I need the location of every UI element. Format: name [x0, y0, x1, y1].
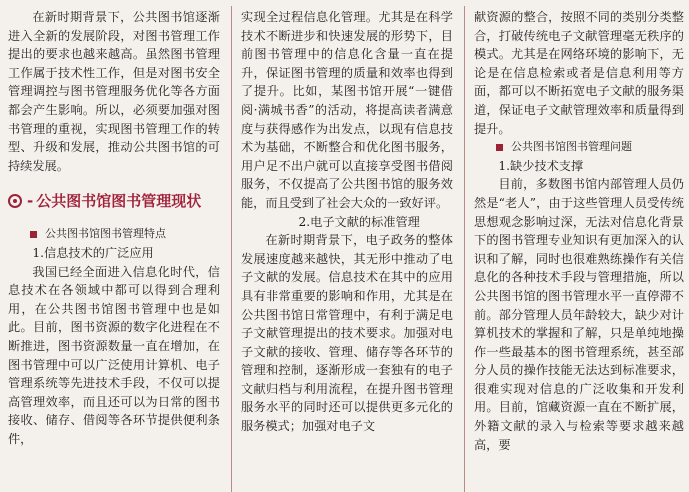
column-3 [474, 8, 684, 492]
subsection-title: 公共图书馆图书管理问题 [511, 140, 632, 154]
square-bullet-icon [30, 231, 37, 238]
item-heading: 2.电子文献的标准管理 [298, 214, 420, 229]
body-paragraph: 目前，多数图书馆内部管理人员仍然是“老人”，由于这些管理人员受传统思想观念影响过深，无法对信息化背景下的图书管理专业知识有更加深入的认识和了解，同时也很难熟练操作有关信息化的各种技术手段与管理措施，所以公共图书馆的图书管理水平一直停滞不前。部分管理人员年龄较大，缺少对计算机技术的掌握和了解，只是单纯地操作一些最基本的图书管理系统，甚至部分人员的操作技能无法达到标准要求，很难实现对信息的广泛收集和开发利用。目前，馆藏资源一直在不断扩展，外籍文献的录入与检索等要求越来越高，要 [474, 177, 684, 452]
body-paragraph: 我国已经全面进入信息化时代，信息技术在各领域中都可以得到合理利用，在公共图书馆图书管理中也是如此。目前，图书资源的数字化进程在不断推进，图书资源数量一直在增加，在图书管理中可以广泛使用计算机、电子管理系统等先进技术手段，不仅可以提高管理效率，而且还可以为日常的图书接收、储存、借阅等各环节提供便利条件， [8, 264, 220, 446]
subsection-heading [474, 138, 684, 157]
section-title: 公共图书馆图书管理现状 [36, 192, 202, 211]
body-paragraph: 实现全过程信息化管理。尤其是在科学技术不断进步和快速发展的形势下，目前图书管理中的信息化含量一直在提升，保证图书管理的质量和效率也得到了提升。比如，某图书馆开展“一键借阅·满城书香”的活动，将提高读者满意度与获得感作为出发点，以现有信息技术为基础，不断整合和优化图书服务，用户足不出户就可以直接享受图书借阅服务，不仅提高了公共图书馆的服务效能，而且受到了社会大众的一致好评。 [241, 10, 453, 210]
target-circle-icon [8, 194, 22, 208]
intro-paragraph: 在新时期背景下，公共图书馆逐渐进入全新的发展阶段，对图书管理工作提出的要求也越来越高。虽然图书管理工作属于技术性工作，但是对图书安全管理调控与图书管理服务优化等各方面都会产生影响。所以，必须要加强对图书管理的重视，实现图书管理工作的转型、升级和发展，推动公共图书馆的可持续发展。 [8, 10, 220, 173]
subsection-heading [8, 225, 220, 244]
section-heading [8, 191, 220, 211]
item-heading: 1.缺少技术支撑 [498, 158, 584, 173]
column-divider [464, 6, 465, 492]
column-divider [231, 6, 232, 492]
heading-dash: - [27, 192, 34, 211]
subsection-title: 公共图书馆图书管理特点 [45, 227, 166, 241]
square-bullet-icon [496, 144, 503, 151]
body-paragraph: 献资源的整合，按照不同的类别分类整合，打破传统电子文献管理毫无秩序的模式。尤其是在网络环境的影响下，无论是在信息检索或者是信息利用等方面，都可以不断拓宽电子文献的服务渠道，保证电子文献管理效率和质量得到提升。 [474, 10, 684, 136]
column-2 [241, 8, 453, 492]
column-1 [8, 8, 220, 492]
item-heading: 1.信息技术的广泛应用 [32, 245, 154, 260]
body-paragraph: 在新时期背景下，电子政务的整体发展速度越来越快，其无形中推动了电子文献的发展。信息技术在其中的应用具有非常重要的影响和作用，尤其是在公共图书馆日常管理中，有利于满足电子文献管理提出的技术要求。加强对电子文献的接收、管理、储存等各环节的管理和控制，逐渐形成一套独有的电子文献归档与利用流程，在提升图书管理服务水平的同时还可以提供更多元化的服务模式；加强对电子文 [241, 233, 453, 434]
